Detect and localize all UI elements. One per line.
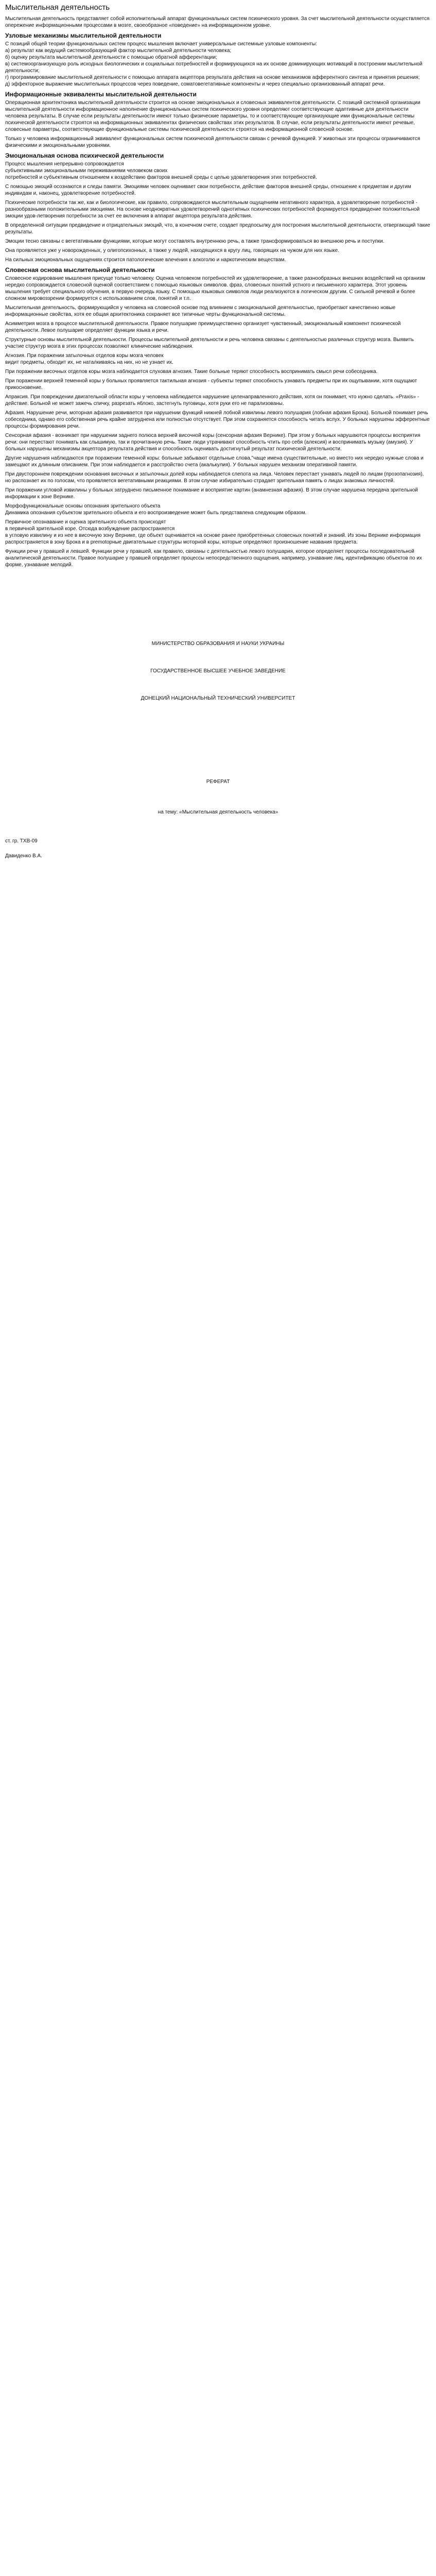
- section-paragraph: Словесное кодирование мышления присуще только человеку. Оценка человеком потребностей их удовлетворение, а также разнообразных внешних воздействий на организм нередко сопровождается словесной оценкой соответствием с помощью языковых символов. фраз, словесных понятий устного и письменного характера. Этот уровень мышления требует специального обучения, в первую очередь языку. С помощью языковых символов люди реализуются в логическом другим. С сильной речевой и более сложном мировоззрении формируется с использованием слов, понятий и т.п.: [5, 276, 425, 301]
- section-paragraph: При поражении угловой извилины у больных затруднено письменное понимание и восприятие картин (анамнезная афазия). В этом случае нарушена передача зрительной информации к зоне Вернике.: [5, 487, 418, 500]
- section-paragraph: Она проявляется уже у новорожденных, у олигопсихонных, а также у людей, находящихся в кругу лиц, говорящих на чужом для них языке.: [5, 248, 340, 253]
- student-group: ст. гр. ТХВ-09: [5, 838, 38, 844]
- student-info: [5, 838, 431, 859]
- section-paragraph: Асимметрия мозга в процессе мыслительной деятельности. Правое полушарие преимущественно организует чувственный, эмоциональный компонент психической деятельности. Левое полушарие определяет функции языка и речи.: [5, 321, 401, 333]
- document-section: [5, 266, 431, 568]
- document-body: [5, 15, 431, 568]
- section-paragraph: Процесс мышления непрерывно сопровождается субъективными эмоциональными переживаниями человеком своих потребностей и субъективным отношением к воздействию факторов внешней среды с целью удовлетворения этих потребностей.: [5, 161, 317, 180]
- section-heading: Узловые механизмы мыслительной деятельности: [5, 32, 162, 39]
- section-paragraph: Первичное опознавание и оценка зрительного объекта происходят в первичной зрительной коре. Отсюда возбуждение распространяется в угловую извилину и из нее в височную зону Вернике, где объект оценивается на основе ранее приобретенных словесных понятий и знаний. Из зоны Вернике информация распространяется в зону Брока и в premotорные двигательные структуры моторной коры, которые определяют произношение названия предмета.: [5, 519, 421, 545]
- section-paragraph: Психические потребности так же, как и биологические, как правило, сопровождаются мыслительным ощущениям негативного характера, а удовлетворение потребностей - разнообразными положительными эмоциями. На основе неоднократных удовлетворений однотипных психических потребностей формируется предвидение положительной эмоции удов-летворения потребности за счет ее включения в аппарат акцептора результата действия.: [5, 200, 420, 219]
- section-paragraph: Апраксия. При повреждении двигательной области коры у человека наблюдается нарушение целенаправленного действия, хотя он понимает, что нужно сделать. «Praxis» - действие. Больной не может зажечь спичку, разрезать яблоко, застегнуть пуговицы, хотя руки его не парализованы.: [5, 394, 420, 406]
- section-paragraph: Только у человека информационный эквивалент функциональных систем психической деятельности связан с речевой функцией. У животных эти процессы ограничиваются физическими и эмоциональными уровнями.: [5, 136, 421, 148]
- section-paragraph: Другие нарушения наблюдаются при поражении теменной коры: больные забывают отдельные слова,"чаще имена существительные, но вместо них нередко нужные слова и замещают их длинным описанием. При этом наблюдается и расстройство счета (акалькулия). У больных нарушен механизм оперативной памяти.: [5, 455, 424, 468]
- document-section: [5, 32, 431, 88]
- section-paragraph: При двустороннем повреждении основания височных и затылочных долей коры наблюдается слепота на лица. Человек перестает узнавать людей по лицам (прозопагнозия), но распознает их по голосам, что проявляется вегетативными реакциями. В этом случае избирательно страдает зрительная память о лицах знакомых личностей.: [5, 471, 424, 484]
- section-paragraph: Сенсорная афазия - возникает при нарушении заднего полюса верхней височной коры (сенсорная афазия Вернике). При этом у больных нарушаются процессы восприятия речи: они перестают понимать как слышимую, так и прочитанную речь. Такие люди утрачивают способность чтить про себя (алексия) и воспринимать музыку (амузия). У больных нарушены механизмы акцептора результата действия и способность оценивать достигнутый результат психической деятельности.: [5, 433, 421, 452]
- section-heading: Словесная основа мыслительной деятельности: [5, 266, 155, 274]
- section-paragraph: В определенной ситуации предвидение и отрицательных эмоций, что, в конечном счете, создает предпосылку для построения мыслительной деятельности, отвергающий такие результаты.: [5, 223, 430, 235]
- section-paragraph: На сильных эмоциональных ощущениях строится патологические влечения к алкоголю и наркотическим веществам.: [5, 257, 286, 263]
- section-heading: Эмоциональная основа психической деятельности: [5, 152, 164, 159]
- section-paragraph: Морфофункциональные основы опознания зрительного объекта Динамика опознания субъектом зрительного объекта и его воспроизведение может быть представлена следующим образом.: [5, 503, 307, 516]
- document-section: [5, 91, 431, 149]
- section-paragraph: Мыслительная деятельность, формирующийся у человека на словесной основе под влиянием с эмоциональной деятельностью, приобретают качественно новые информационные свойства, хотя ее общая архитектоника сохраняет все типичные черты функциональной системы.: [5, 305, 396, 317]
- section-paragraph: Структурные основы мыслительной деятельности. Процессы мыслительной деятельности и речь человека связаны с деятельностью различных структур мозга. Выявить участие структур мозга в этих процессах позволяют клинические наблюдения.: [5, 337, 414, 349]
- document-page: [0, 0, 436, 878]
- section-paragraph: Операционная архитектоника мыслительной деятельности строится на основе эмоциональных и словесных эквивалентов деятельности. С позиций системной организации мыслительной деятельности информационное наполнение функциональных систем психического уровня определяют соответствующие адаптивные для деятельности человека результаты. В случае если результаты деятельности имеют только физические параметры, то и соответствующие организующие ими функциональные системы психической деятельности строятся на информационных эквивалентах физических свойствах этих результатов. В случае, если результаты деятельности имеют речевые, словесные параметры, соответствующие функциональные системы психической деятельности строятся на информационной словесной основе.: [5, 100, 421, 132]
- document-title: Мыслительная деятельность: [5, 3, 110, 12]
- document-theme: на тему: «Мыслительная деятельность человека»: [158, 809, 278, 815]
- section-paragraph: С позиций общей теории функциональных систем процесс мышления включает универсальные системные узловые компоненты: а) результат как ведущий системообразующий фактор мыслительной деятельности человека; б) оценку результата мыслительной деятельности с помощью обратной афферентации; в) системоорганизующую роль исходных биологических и социальных потребностей и формирующихся на их основе доминирующих мотиваций в построении мыслительной деятельности; г) программирование мыслительной деятельности с помощью аппарата акцептора результата действия на основе механизмов афферентного синтеза и принятия решения; д) эффекторное выражение мыслительных процессов через поведение, соматовегетативные компоненты и через специально организованный аппарат речи.: [5, 41, 423, 87]
- section-paragraph: Функции речи у правшей и левшей. Функции речи у правшей, как правило, связаны с деятельностью левого полушария, которое определяет процессы последовательной аналитической деятельности. Правое полушарие у правшей определяет процессы непосредственного ощущения, например, узнавание лиц, идентификацию объектов по их форме, узнавание мелодий.: [5, 549, 422, 568]
- document-section: [5, 15, 431, 29]
- section-paragraph: Мыслительная деятельность представляет собой исполнительный аппарат функциональных систем психического уровня. За счет мыслительной деятельности осуществляется опережение информационными процессами в мозге, своеобразное «поведение» на информационном уровне.: [5, 16, 430, 28]
- student-name: Давиденко В.А.: [5, 853, 42, 859]
- section-paragraph: При поражении височных отделов коры мозга наблюдается слуховая агнозия. Такие больные теряют способность воспринимать смысл речи собеседника.: [5, 369, 378, 375]
- ministry-line: МИНИСТЕРСТВО ОБРАЗОВАНИЯ И НАУКИ УКРАИНЫ: [151, 641, 285, 647]
- institution-line: ГОСУДАРСТВЕННОЕ ВЫСШЕЕ УЧЕБНОЕ ЗАВЕДЕНИЕ: [150, 668, 286, 674]
- section-paragraph: Эмоции тесно связаны с вегетативными функциями, которые могут составлять внутреннюю речь, а также трансформироваться во внешнюю речь и поступки.: [5, 239, 385, 244]
- section-paragraph: При поражении верхней теменной коры у больных проявляется тактильная агнозия - субъекты теряют способность узнавать предметы при их ощупывании, хотя ощущают прикосновение.: [5, 378, 417, 391]
- document-section: [5, 152, 431, 263]
- section-paragraph: Афазия. Нарушение речи, моторная афазия развивается при нарушении функций нижней лобной извилины левого полушария (лобная афазия Брока). Больной понимает речь собеседника, однако его собственная речь крайне затруднена или полностью отсутствует. При этом сохраняется способность читать вслух. У больных нарушены эфферентные процессы формирования речи.: [5, 410, 430, 429]
- university-line: ДОНЕЦКИЙ НАЦИОНАЛЬНЫЙ ТЕХНИЧЕСКИЙ УНИВЕРСИТЕТ: [141, 696, 295, 701]
- section-heading: Информационные эквиваленты мыслительной деятельности: [5, 91, 197, 98]
- section-paragraph: С помощью эмоций осознаются и следы памяти. Эмоциями человек оценивает свои потребности, действие факторов внешней среды, отношение к предметам и другим индивидам и, наконец, удовлетворение потребностей.: [5, 184, 411, 196]
- section-paragraph: Агнозия. При поражении затылочных отделов коры мозга человек видит предметы, обходит их, не наталкиваясь на них, но не узнает их.: [5, 353, 173, 365]
- document-type-heading: РЕФЕРАТ: [206, 779, 230, 785]
- title-page: [5, 640, 431, 859]
